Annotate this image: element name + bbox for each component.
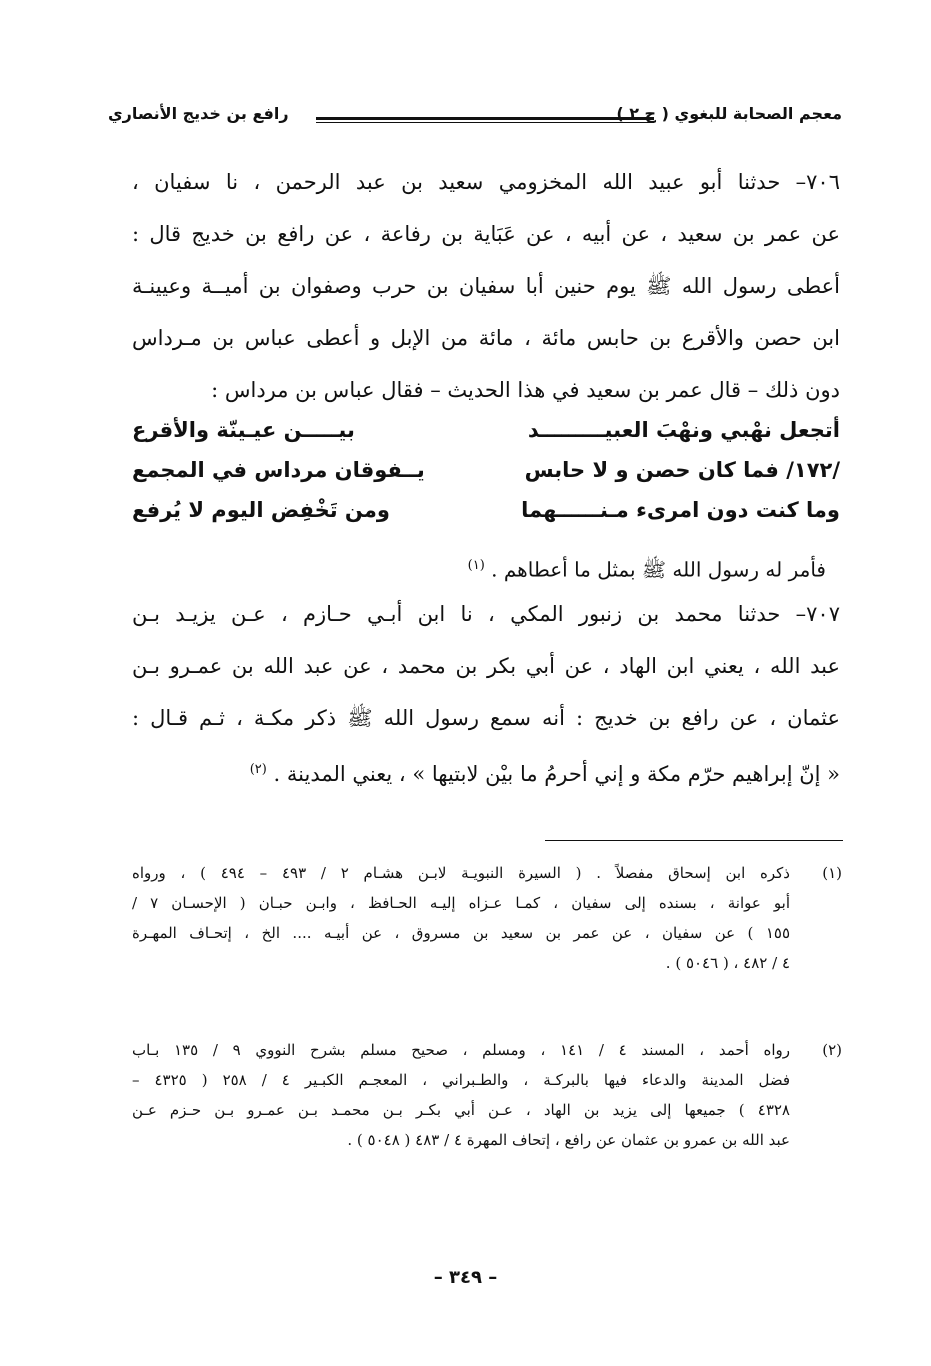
verse-second-hemistich: بيـــــن عيـينّة والأقرع (132, 418, 355, 442)
text-line: عبد الله ، يعني ابن الهاد ، عن أبي بكر بن محمد ، عن عبد الله بن عمـرو بـن (132, 654, 840, 678)
poem-verse (132, 498, 840, 538)
text-line: ٧٠٦– حدثنا أبو عبيد الله المخزومي سعيد بن عبد الرحمن ، نا سفيان ، (132, 170, 840, 194)
footnote-line: ذكره ابن إسحاق مفصلاً . ( السيرة النبويـة لابـن هشـام ٢ / ٤٩٣ – ٤٩٤ ) ، ورواه (132, 864, 790, 882)
text-line: دون ذلك – قال عمر بن سعيد في هذا الحديث – فقال عباس بن مرداس : (211, 378, 840, 402)
poem (132, 418, 840, 538)
footnote-2 (132, 1035, 842, 1155)
after-poem-text: فأمر له رسول الله ﷺ بمثل ما أعطاهم . (491, 557, 826, 582)
footnote-1 (132, 858, 842, 978)
hadith-707 (132, 588, 840, 800)
footnote-ref: (٢) (249, 762, 267, 777)
page-number: – ٣٤٩ – (433, 1267, 498, 1288)
verse-second-hemistich: يــفوقان مرداس في المجمع (132, 458, 425, 482)
footnote-body (132, 858, 790, 978)
poem-verse (132, 418, 840, 458)
text-line-content: « إنّ إبراهيم حرّم مكة و إني أحرمُ ما بيْن لابتيها » ، يعني المدينة . (273, 762, 840, 786)
verse-second-hemistich: ومن تَخْفِض اليوم لا يُرفع (132, 498, 390, 522)
poem-verse (132, 458, 840, 498)
footnote-line: عبد الله بن عمرو بن عثمان عن رافع ، إتحاف المهرة ٤ / ٤٨٣ ( ٥٠٤٨ ) . (347, 1131, 790, 1149)
footnote-separator (545, 840, 843, 841)
header-book-title: معجم الصحابة للبغوي ( ج ٢ ) (616, 104, 842, 123)
footnote-line: فضل المدينة والدعاء فيها بالبركـة ، والطـبراني ، المعجـم الكبـير ٤ / ٢٥٨ ( ٤٣٢٥ – (132, 1071, 791, 1089)
text-line: أعطى رسول الله ﷺ يوم حنين أبا سفيان بن حرب وصفوان بن أميــة وعيينـة (132, 274, 840, 298)
footnote-line: ٤ / ٤٨٢ ، ( ٥٠٤٦ ) . (665, 954, 790, 972)
header-rule (316, 117, 654, 123)
footnote-line: ١٥٥ ) عن سفيان ، عن عمر بن سعيد بن مسروق ، عن أبيـه .... الخ ، إتحـاف المهـرة (132, 924, 790, 942)
text-line: ٧٠٧– حدثنا محمد بن زنبور المكي ، نا ابن أبـي حـازم ، عـن يزيـد بـن (132, 602, 840, 626)
text-line (132, 744, 840, 800)
footnote-line: ٤٣٢٨ ) جميعها إلى يزيد بن الهاد ، عـن أبي بكـر بـن محمـد بـن عمـرو بـن حـزم عـن (132, 1101, 790, 1119)
verse-first-hemistich: /١٧٢/ فما كان حصن و لا حابس (524, 458, 840, 482)
text-line: عثمان ، عن رافع بن خديج : أنه سمع رسول الله ﷺ ذكر مكـة ، ثـم قـال : (132, 706, 840, 730)
verse-first-hemistich: وما كنت دون امرىء مـنــــــهما (521, 498, 840, 522)
header-chapter-title: رافع بن خديج الأنصاري (108, 104, 289, 123)
footnote-line: رواه أحمد ، المسند ٤ / ١٤١ ، ومسلم ، صحيح مسلم بشرح النووي ٩ / ١٣٥ بـاب (132, 1041, 791, 1059)
footnote-ref: (١) (467, 558, 485, 573)
text-line: عن عمر بن سعيد ، عن أبيه ، عن عَبَاية بن رفاعة ، عن رافع بن خديج قال : (132, 222, 840, 246)
text-line: ابن حصن والأقرع بن حابس مائة ، مائة من الإبل و أعطى عباس بن مـرداس (132, 326, 840, 350)
footnote-number: (٢) (822, 1041, 842, 1059)
footnote-body (132, 1035, 790, 1155)
verse-first-hemistich: أتجعل نهْبي ونهْبَ العبيـــــــــد (527, 418, 840, 442)
footnote-line: أبو عوانة ، بسنده إلى سفيان ، كمـا عـزاه إليـه الحـافظ ، وابـن حبـان ( الإحسـان ٧ / (132, 894, 790, 912)
hadith-706 (132, 156, 840, 416)
running-header (108, 100, 842, 134)
footnote-number: (١) (822, 864, 842, 882)
